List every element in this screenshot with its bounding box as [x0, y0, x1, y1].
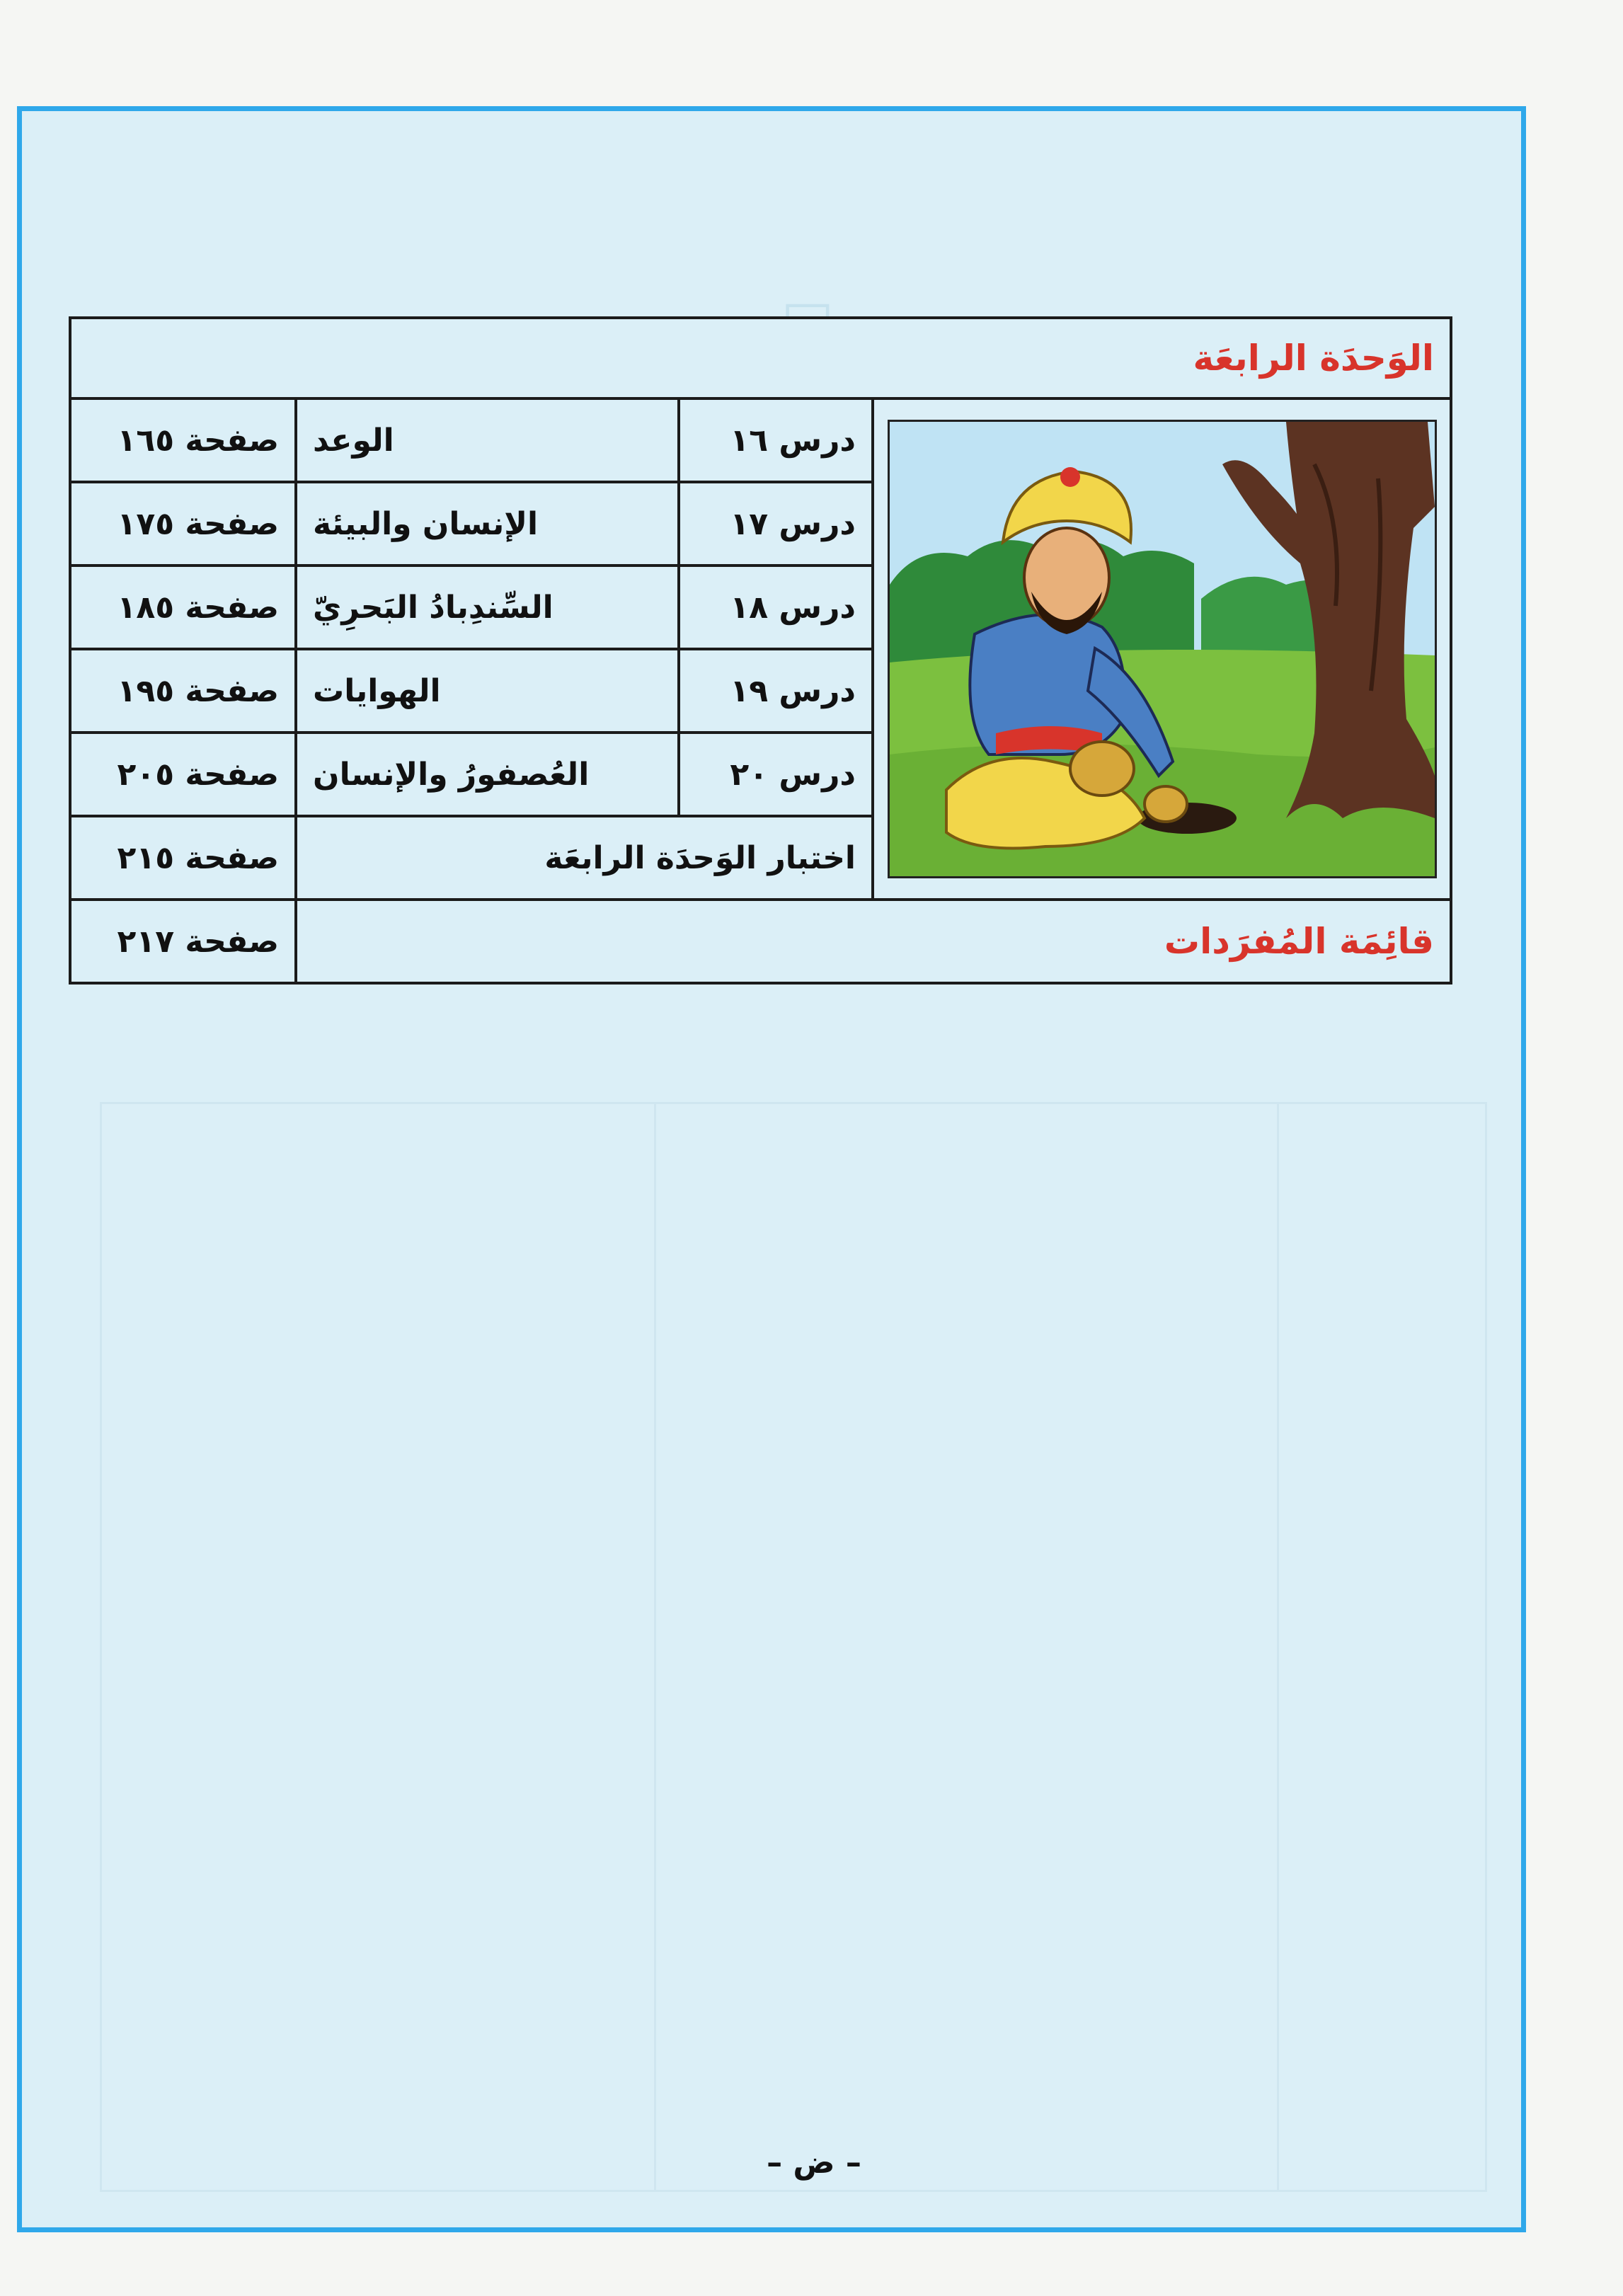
lesson-number: درس ٢٠ — [679, 733, 873, 816]
vocabulary-page: صفحة ٢١٧ — [70, 900, 296, 983]
lesson-number: درس ١٩ — [679, 649, 873, 733]
lesson-name: السِّندِبادُ البَحرِيّ — [296, 566, 679, 649]
lesson-page: صفحة ١٩٥ — [70, 649, 296, 733]
table-of-contents — [69, 316, 1452, 985]
unit-title: الوَحدَة الرابعَة — [70, 318, 1451, 398]
vocabulary-title: قائِمَة المُفرَدات — [296, 900, 1451, 983]
illustration-man-under-tree — [888, 420, 1437, 878]
lesson-page: صفحة ١٧٥ — [70, 482, 296, 566]
vocabulary-row — [70, 900, 1451, 983]
lesson-name: الإنسان والبيئة — [296, 482, 679, 566]
bleed-through-table — [100, 1102, 1487, 2192]
unit-header-row — [70, 318, 1451, 398]
table-row — [70, 398, 1451, 482]
lesson-name: الوعد — [296, 398, 679, 482]
lesson-number: درس ١٦ — [679, 398, 873, 482]
lesson-number: درس ١٨ — [679, 566, 873, 649]
lesson-page: صفحة ٢٠٥ — [70, 733, 296, 816]
lesson-page: صفحة ١٦٥ — [70, 398, 296, 482]
illustration-cell — [873, 398, 1451, 900]
lesson-page: صفحة ١٨٥ — [70, 566, 296, 649]
unit-test-page: صفحة ٢١٥ — [70, 816, 296, 900]
page-number: – ض – — [767, 2145, 861, 2181]
lesson-name: العُصفورُ والإنسان — [296, 733, 679, 816]
lesson-name: الهوايات — [296, 649, 679, 733]
unit-test-name: اختبار الوَحدَة الرابعَة — [296, 816, 873, 900]
lesson-number: درس ١٧ — [679, 482, 873, 566]
